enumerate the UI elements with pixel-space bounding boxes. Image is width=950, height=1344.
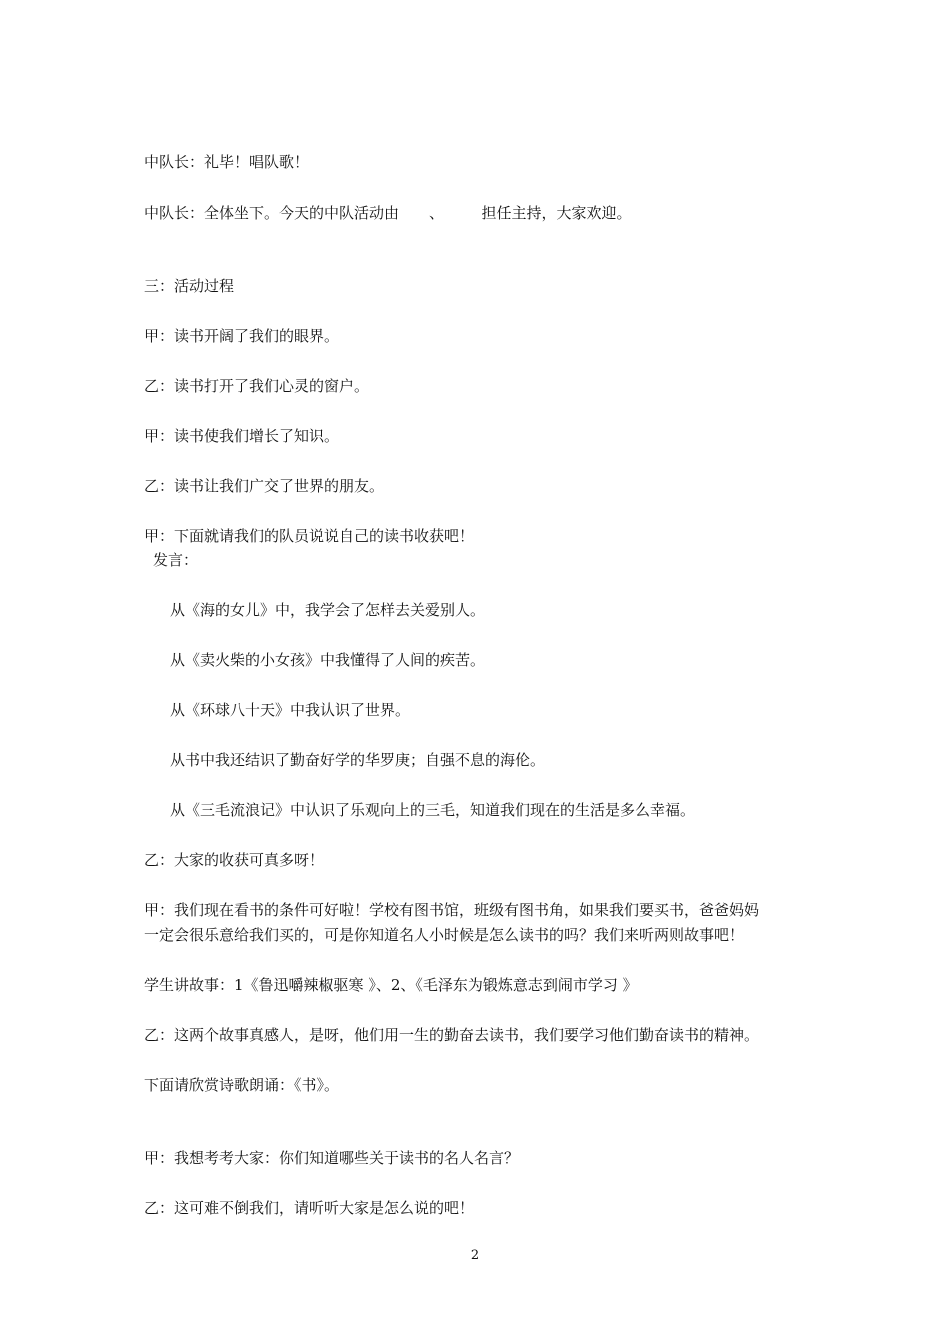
text-line: 乙：这可难不倒我们，请听听大家是怎么说的吧！: [144, 1199, 475, 1217]
text-line: 甲：读书开阔了我们的眼界。: [144, 327, 340, 345]
text-line: 乙：这两个故事真感人，是呀，他们用一生的勤奋去读书，我们要学习他们勤奋读书的精神。: [144, 1026, 760, 1044]
section-heading: 三：活动过程: [144, 277, 235, 295]
text-line: 发言：: [153, 551, 199, 569]
text-line: 从《海的女儿》中，我学会了怎样去关爱别人。: [170, 601, 486, 619]
text-line: 从《卖火柴的小女孩》中我懂得了人间的疾苦。: [170, 651, 486, 669]
text-line: 学生讲故事：1《鲁迅嚼辣椒驱寒 》、2、《毛泽东为锻炼意志到闹市学习 》: [144, 976, 638, 994]
text-line: 一定会很乐意给我们买的，可是你知道名人小时候是怎么读书的吗？我们来听两则故事吧！: [144, 926, 745, 944]
text-line: 甲：我想考考大家：你们知道哪些关于读书的名人名言？: [144, 1149, 520, 1167]
text-line: 从书中我还结识了勤奋好学的华罗庚；自强不息的海伦。: [170, 751, 546, 769]
text-line: 甲：读书使我们增长了知识。: [144, 427, 340, 445]
text-line: 甲：我们现在看书的条件可好啦！学校有图书馆，班级有图书角，如果我们要买书，爸爸妈妈: [144, 901, 760, 919]
text-line: 从《三毛流浪记》中认识了乐观向上的三毛，知道我们现在的生活是多么幸福。: [170, 801, 696, 819]
page-number: 2: [470, 1248, 480, 1263]
text-line: 乙：大家的收获可真多呀！: [144, 851, 325, 869]
text-line: 下面请欣赏诗歌朗诵：《书》。: [144, 1076, 340, 1094]
text-line: 中队长：礼毕！唱队歌！: [144, 153, 310, 171]
text-line: 乙：读书打开了我们心灵的窗户。: [144, 377, 370, 395]
text-line: 从《环球八十天》中我认识了世界。: [170, 701, 411, 719]
text-line: 乙：读书让我们广交了世界的朋友。: [144, 477, 385, 495]
text-line: 中队长：全体坐下。今天的中队活动由 、 担任主持，大家欢迎。: [144, 204, 632, 222]
text-line: 甲：下面就请我们的队员说说自己的读书收获吧！: [144, 527, 475, 545]
